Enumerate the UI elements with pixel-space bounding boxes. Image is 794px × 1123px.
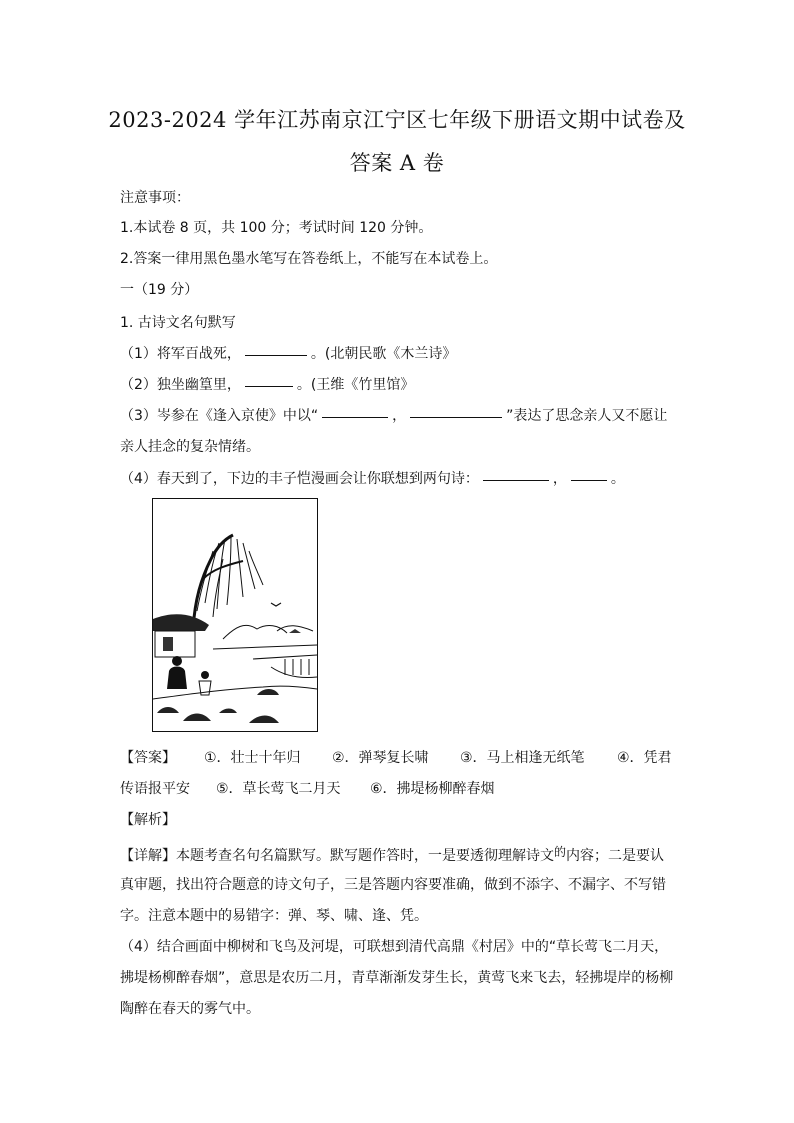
q1-prefix: （1）将军百战死， xyxy=(120,346,241,362)
question-1 xyxy=(120,343,456,363)
analysis-para1-line2: 真审题，找出符合题意的诗文句子，三是答题内容要准确，做到不添字、不漏字、不写错 xyxy=(120,877,666,893)
q2-suffix: 。(王维《竹里馆》 xyxy=(296,377,415,393)
answer-blank xyxy=(322,416,388,418)
q2-prefix: （2）独坐幽篁里， xyxy=(120,377,241,393)
exam-title-line2: 答案 A 卷 xyxy=(349,151,445,175)
answer-4: ④．凭君 xyxy=(617,750,672,766)
answer-2: ②．弹琴复长啸 xyxy=(332,750,429,766)
analysis-para2-line1: （4）结合画面中柳树和飞鸟及河堤，可联想到清代高鼎《村居》中的“草长莺飞二月天， xyxy=(120,939,669,955)
section-label: 一（19 分） xyxy=(120,282,199,298)
analysis-para1-line1 xyxy=(120,843,664,865)
answer-3: ③．马上相逢无纸笔 xyxy=(460,750,585,766)
analysis-label: 【解析】 xyxy=(120,812,176,828)
answer-label: 【答案】 xyxy=(120,750,176,766)
analysis-text: 内容；二是要认 xyxy=(566,848,665,864)
analysis-para2-line2: 拂堤杨柳醉春烟”，意思是农历二月，青草渐渐发芽生长，黄莺飞来飞去，轻拂堤岸的杨柳 xyxy=(120,970,674,986)
answer-blank xyxy=(483,479,549,481)
question-2 xyxy=(120,374,414,394)
question-heading: 1. 古诗文名句默写 xyxy=(120,315,236,331)
answer-blank xyxy=(410,416,502,418)
question-4 xyxy=(120,468,625,488)
q4-suffix: 。 xyxy=(610,471,625,487)
q1-suffix: 。(北朝民歌《木兰诗》 xyxy=(310,346,457,362)
answer-6: ⑥．拂堤杨柳醉春烟 xyxy=(370,781,495,797)
answer-blank xyxy=(245,385,293,387)
q3-mid: ， xyxy=(392,408,407,424)
analysis-text: 本题考查名句名篇默写。默写题作答时，一是要透彻理解诗文 xyxy=(176,848,554,864)
notes-heading: 注意事项： xyxy=(120,190,190,206)
feng-zikai-cartoon xyxy=(152,498,318,732)
answer-blank xyxy=(245,354,307,356)
answer-4-continued: 传语报平安 xyxy=(120,781,190,797)
exam-title-line1: 2023-2024 学年江苏南京江宁区七年级下册语文期中试卷及 xyxy=(108,108,686,132)
q3-prefix: （3）岑参在《逢入京使》中以“ xyxy=(120,408,319,424)
analysis-text: 的 xyxy=(554,845,567,859)
answer-blank xyxy=(571,479,607,481)
notes-item-1: 1.本试卷 8 页，共 100 分；考试时间 120 分钟。 xyxy=(120,220,433,236)
q4-mid: ， xyxy=(552,471,567,487)
cartoon-drawing xyxy=(153,499,317,731)
answer-1: ①．壮士十年归 xyxy=(204,750,301,766)
question-3-line2: 亲人挂念的复杂情绪。 xyxy=(120,439,260,455)
question-3 xyxy=(120,405,667,425)
analysis-para1-line3: 字。注意本题中的易错字：弹、琴、啸、逢、凭。 xyxy=(120,908,428,924)
detail-label: 【详解】 xyxy=(120,848,176,864)
q3-suffix: ”表达了思念亲人又不愿让 xyxy=(506,408,668,424)
answer-5: ⑤．草长莺飞二月天 xyxy=(216,781,341,797)
notes-item-2: 2.答案一律用黑色墨水笔写在答卷纸上，不能写在本试卷上。 xyxy=(120,251,498,267)
analysis-para2-line3: 陶醉在春天的雾气中。 xyxy=(120,1001,260,1017)
q4-prefix: （4）春天到了，下边的丰子恺漫画会让你联想到两句诗： xyxy=(120,471,479,487)
